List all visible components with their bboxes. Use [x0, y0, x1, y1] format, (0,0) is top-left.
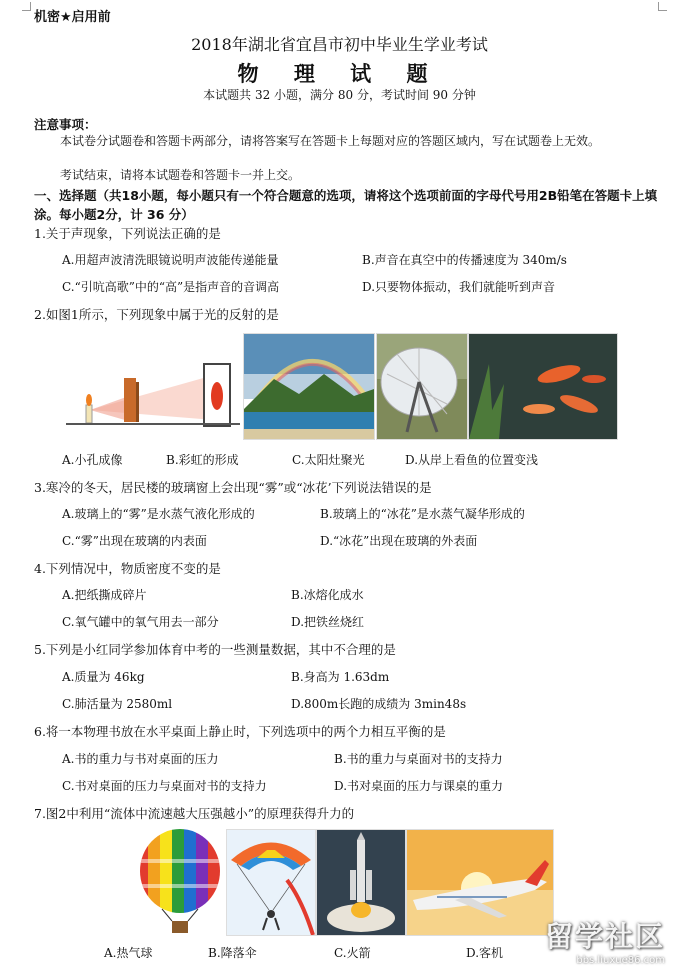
option-a: A.热气球 — [104, 946, 153, 960]
question-stem: 4.下列情况中，物质密度不变的是 — [34, 561, 221, 576]
question-stem: 7.图2中利用“流体中流速越大压强越小”的原理获得升力的 — [34, 806, 355, 821]
option-d: D.书对桌面的压力与课桌的重力 — [334, 779, 504, 793]
option-b: B.玻璃上的“冰花”是水蒸气凝华形成的 — [320, 507, 525, 521]
rocket-image — [316, 829, 406, 936]
option-d: D.客机 — [466, 946, 504, 960]
option-c: C.火箭 — [334, 946, 371, 960]
option-b: B.彩虹的形成 — [166, 453, 239, 467]
parachute-image — [226, 829, 316, 936]
option-d: D.从岸上看鱼的位置变浅 — [405, 453, 539, 467]
solar-cooker-image — [376, 333, 468, 440]
option-c: C.“引吭高歌”中的“高”是指声音的音调高 — [62, 280, 280, 294]
option-a: A.质量为 46kg — [62, 670, 145, 684]
exam-title: 2018年湖北省宜昌市初中毕业生学业考试 — [191, 35, 488, 54]
watermark-url: bbs.liuxue86.com — [576, 955, 665, 966]
option-b: B.冰熔化成水 — [291, 588, 364, 602]
option-a: A.用超声波清洗眼镜说明声波能传递能量 — [62, 253, 279, 267]
option-c: C.氧气罐中的氧气用去一部分 — [62, 615, 219, 629]
option-a: A.书的重力与书对桌面的压力 — [62, 752, 219, 766]
option-c: C.肺活量为 2580ml — [62, 697, 173, 711]
exam-info: 本试题共 32 小题，满分 80 分，考试时间 90 分钟 — [203, 88, 476, 102]
option-c: C.太阳灶聚光 — [292, 453, 365, 467]
pinhole-camera-image — [64, 350, 240, 430]
corner-mark — [22, 2, 31, 11]
confidential-label: 机密★启用前 — [34, 10, 111, 25]
notice-paragraph-2: 考试结束，请将本试题卷和答题卡一并上交。 — [60, 168, 301, 182]
option-a: A.玻璃上的“雾”是水蒸气液化形成的 — [62, 507, 255, 521]
watermark-brand: 留学社区 — [544, 920, 665, 953]
rainbow-image — [243, 333, 375, 440]
section-heading: 一、选择题（共18小题，每小题只有一个符合题意的选项，请将这个选项前面的字母代号用2B铅笔在答题卡上填涂。每小题2分，计 36 分） — [34, 188, 658, 222]
option-c: C.“雾”出现在玻璃的内表面 — [62, 534, 207, 548]
corner-mark — [658, 2, 667, 11]
watermark — [545, 915, 665, 966]
question-stem: 6.将一本物理书放在水平桌面上静止时，下列选项中的两个力相互平衡的是 — [34, 724, 446, 739]
notice-paragraph-1: 本试卷分试题卷和答题卡两部分，请将答案写在答题卡上每题对应的答题区域内，写在试题卷上无效。 — [60, 134, 601, 148]
option-a: A.把纸撕成碎片 — [62, 588, 147, 602]
notice-heading: 注意事项： — [34, 117, 97, 132]
option-b: B.声音在真空中的传播速度为 340m/s — [362, 253, 567, 267]
option-d: D.只要物体振动，我们就能听到声音 — [362, 280, 556, 294]
option-b: B.身高为 1.63dm — [291, 670, 390, 684]
option-d: D.把铁丝烧红 — [291, 615, 365, 629]
question-stem: 2.如图1所示，下列现象中属于光的反射的是 — [34, 307, 279, 322]
option-d: D.800m长跑的成绩为 3min48s — [291, 697, 467, 711]
option-c: C.书对桌面的压力与桌面对书的支持力 — [62, 779, 267, 793]
question-stem: 3.寒冷的冬天，居民楼的玻璃窗上会出现“雾”或“冰花’下列说法错误的是 — [34, 480, 432, 495]
question-stem: 1.关于声现象，下列说法正确的是 — [34, 226, 221, 241]
hot-air-balloon-image — [136, 829, 224, 934]
subject-title: 物 理 试 题 — [237, 61, 442, 86]
question-stem: 5.下列是小红同学参加体育中考的一些测量数据，其中不合理的是 — [34, 642, 396, 657]
airliner-image — [406, 829, 554, 936]
option-a: A.小孔成像 — [62, 453, 123, 467]
koi-fish-image — [468, 333, 618, 440]
option-b: B.书的重力与桌面对书的支持力 — [334, 752, 503, 766]
option-b: B.降落伞 — [208, 946, 257, 960]
option-d: D.“冰花”出现在玻璃的外表面 — [320, 534, 478, 548]
